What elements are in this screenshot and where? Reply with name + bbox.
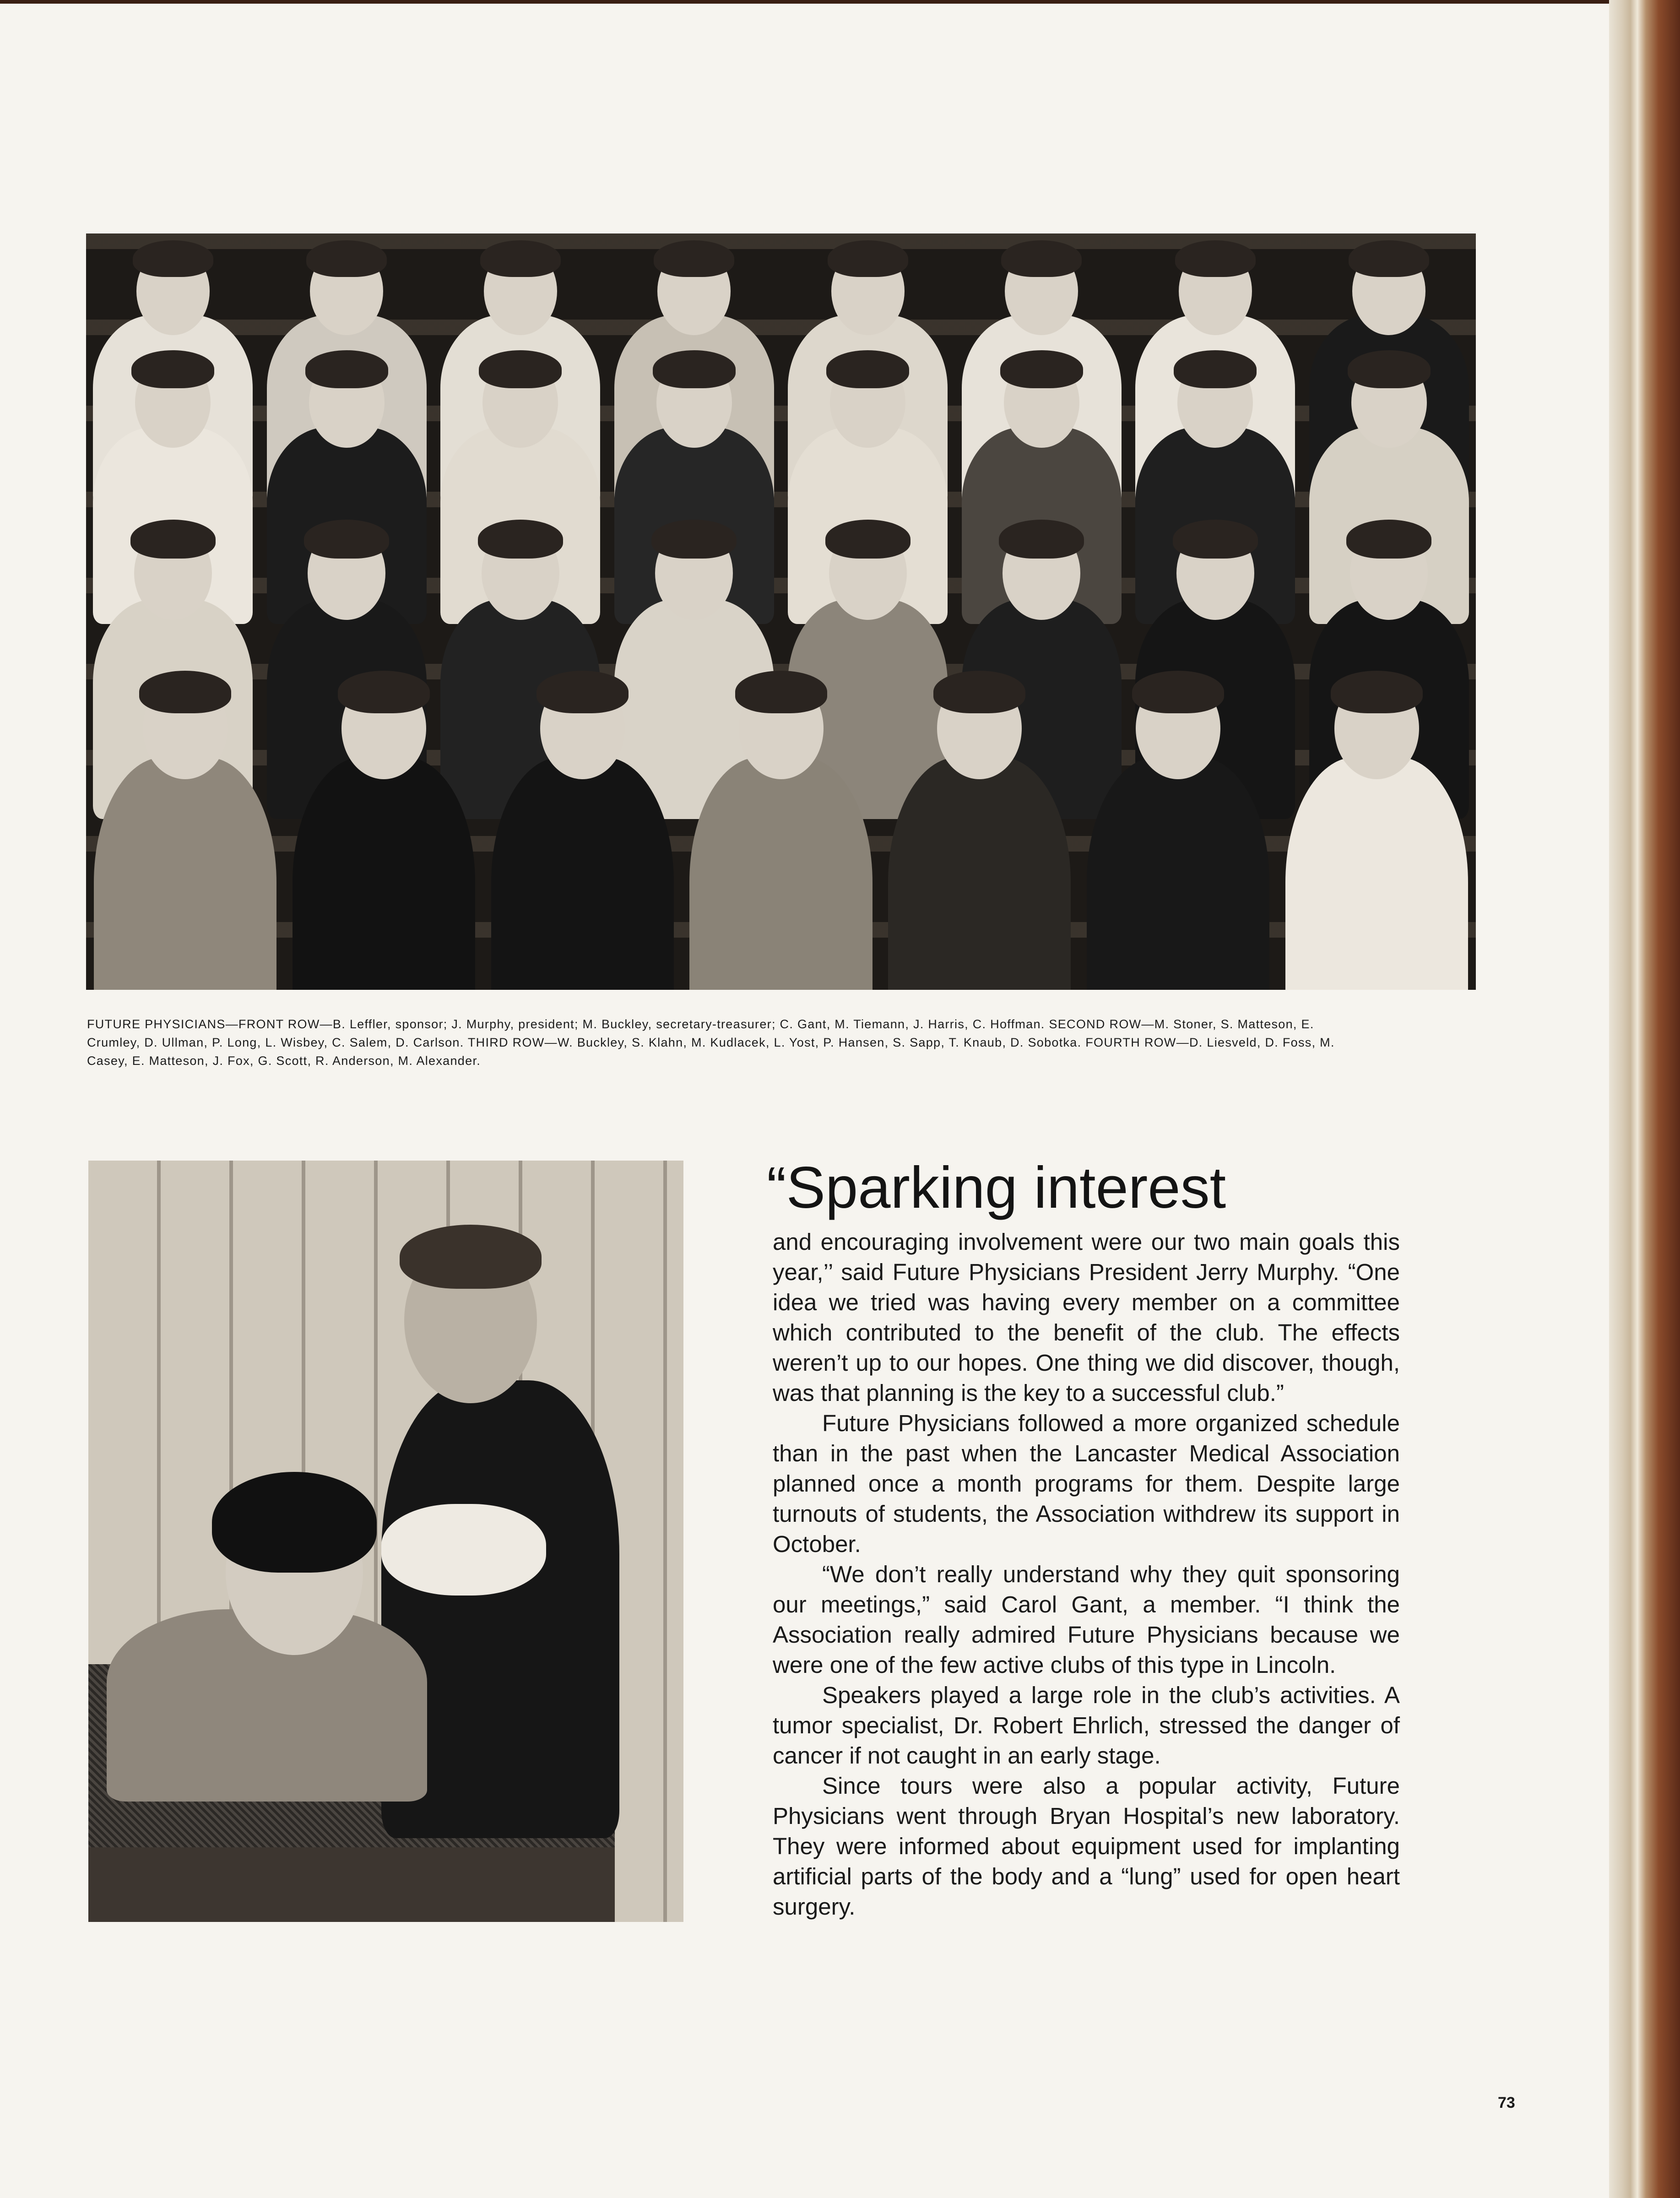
group-member-hair bbox=[654, 240, 734, 277]
group-member-hair bbox=[1346, 520, 1431, 559]
group-member-hair bbox=[651, 520, 737, 559]
group-member-hair bbox=[479, 350, 562, 388]
group-member-body bbox=[491, 757, 674, 990]
group-member-body bbox=[689, 757, 872, 990]
group-member-hair bbox=[305, 350, 388, 388]
group-portrait-photo bbox=[86, 233, 1476, 990]
group-member-hair bbox=[537, 671, 629, 713]
article-paragraph: Since tours were also a popular activity, Future Physicians went through Bryan Hospital’s new laboratory. They were informed about equipment used for implanting artificial parts of the body and a “lung” used for open heart surgery. bbox=[773, 1773, 1400, 1920]
group-member-body bbox=[1285, 757, 1468, 990]
group-member-hair bbox=[1174, 350, 1257, 388]
group-member-body bbox=[94, 757, 276, 990]
group-member-hair bbox=[1001, 240, 1082, 277]
students-with-rabbit-photo bbox=[88, 1161, 683, 1922]
group-member-body bbox=[888, 757, 1071, 990]
group-member-hair bbox=[131, 350, 214, 388]
group-member-hair bbox=[304, 520, 389, 559]
group-member-hair bbox=[999, 520, 1084, 559]
group-member-hair bbox=[1348, 350, 1431, 388]
group-member-hair bbox=[1000, 350, 1083, 388]
article-paragraph: Future Physicians followed a more organized schedule than in the past when the Lancaster Medical Association planned once a month programs for them. Despite large turnouts of students, the Association withdrew its support in October. bbox=[773, 1410, 1400, 1557]
book-binding-edge bbox=[1609, 0, 1680, 2198]
photo-caption: FUTURE PHYSICIANS—FRONT ROW—B. Leffler, sponsor; J. Murphy, president; M. Buckley, secretary-treasurer; C. Gant, M. Tiemann, J. Harris, C. Hoffman. SECOND ROW—M. Stoner, S. Matteson, E. Crumley, D. Ullman, P. Long, L. Wisbey, C. Salem, D. Carlson. THIRD ROW—W. Buckley, S. Klahn, M. Kudlacek, L. Yost, P. Hansen, S. Sapp, T. Knaub, D. Sobotka. FOURTH ROW—D. Liesveld, D. Foss, M. Casey, E. Matteson, J. Fox, G. Scott, R. Anderson, M. Alexander. bbox=[87, 1017, 1335, 1068]
group-member-hair bbox=[130, 520, 216, 559]
group-member-hair bbox=[933, 671, 1025, 713]
student-boy-hair bbox=[400, 1225, 542, 1289]
group-member-hair bbox=[480, 240, 561, 277]
rabbit-figure bbox=[381, 1504, 546, 1596]
group-member-hair bbox=[825, 520, 910, 559]
article-paragraph: and encouraging involvement were our two main goals this year,’’ said Future Physicians President Jerry Murphy. “One idea we tried was having every member on a committee which contributed to the benefit of the club. The effects weren’t up to our hopes. One thing we did discover, though, was that planning is the key to a successful club.” bbox=[773, 1229, 1400, 1406]
group-member-body bbox=[1087, 757, 1269, 990]
group-member-hair bbox=[1349, 240, 1429, 277]
group-member-hair bbox=[828, 240, 908, 277]
article-paragraph: “We don’t really understand why they quit sponsoring our meetings,” said Carol Gant, a member. “I think the Association really admired Future Physicians because we were one of the few active clubs of this type in Lincoln. bbox=[773, 1561, 1400, 1678]
group-member-hair bbox=[735, 671, 827, 713]
group-member-hair bbox=[826, 350, 909, 388]
group-member-hair bbox=[338, 671, 430, 713]
group-member-body bbox=[293, 757, 475, 990]
cage-frame bbox=[88, 1847, 615, 1922]
group-member-hair bbox=[1331, 671, 1423, 713]
group-member-hair bbox=[306, 240, 387, 277]
group-member-hair bbox=[1132, 671, 1224, 713]
group-member-hair bbox=[1173, 520, 1258, 559]
group-member-hair bbox=[653, 350, 736, 388]
page-number: 73 bbox=[1498, 2094, 1515, 2111]
article-headline: “Sparking interest bbox=[767, 1155, 1226, 1221]
group-member-hair bbox=[133, 240, 213, 277]
group-member-hair bbox=[478, 520, 563, 559]
group-member-hair bbox=[139, 671, 231, 713]
group-member-hair bbox=[1175, 240, 1256, 277]
article-body bbox=[773, 1227, 1400, 1922]
student-girl-hair bbox=[212, 1472, 377, 1573]
article-paragraph: Speakers played a large role in the club’s activities. A tumor specialist, Dr. Robert Ehrlich, stressed the danger of cancer if not caught in an early stage. bbox=[773, 1682, 1400, 1769]
